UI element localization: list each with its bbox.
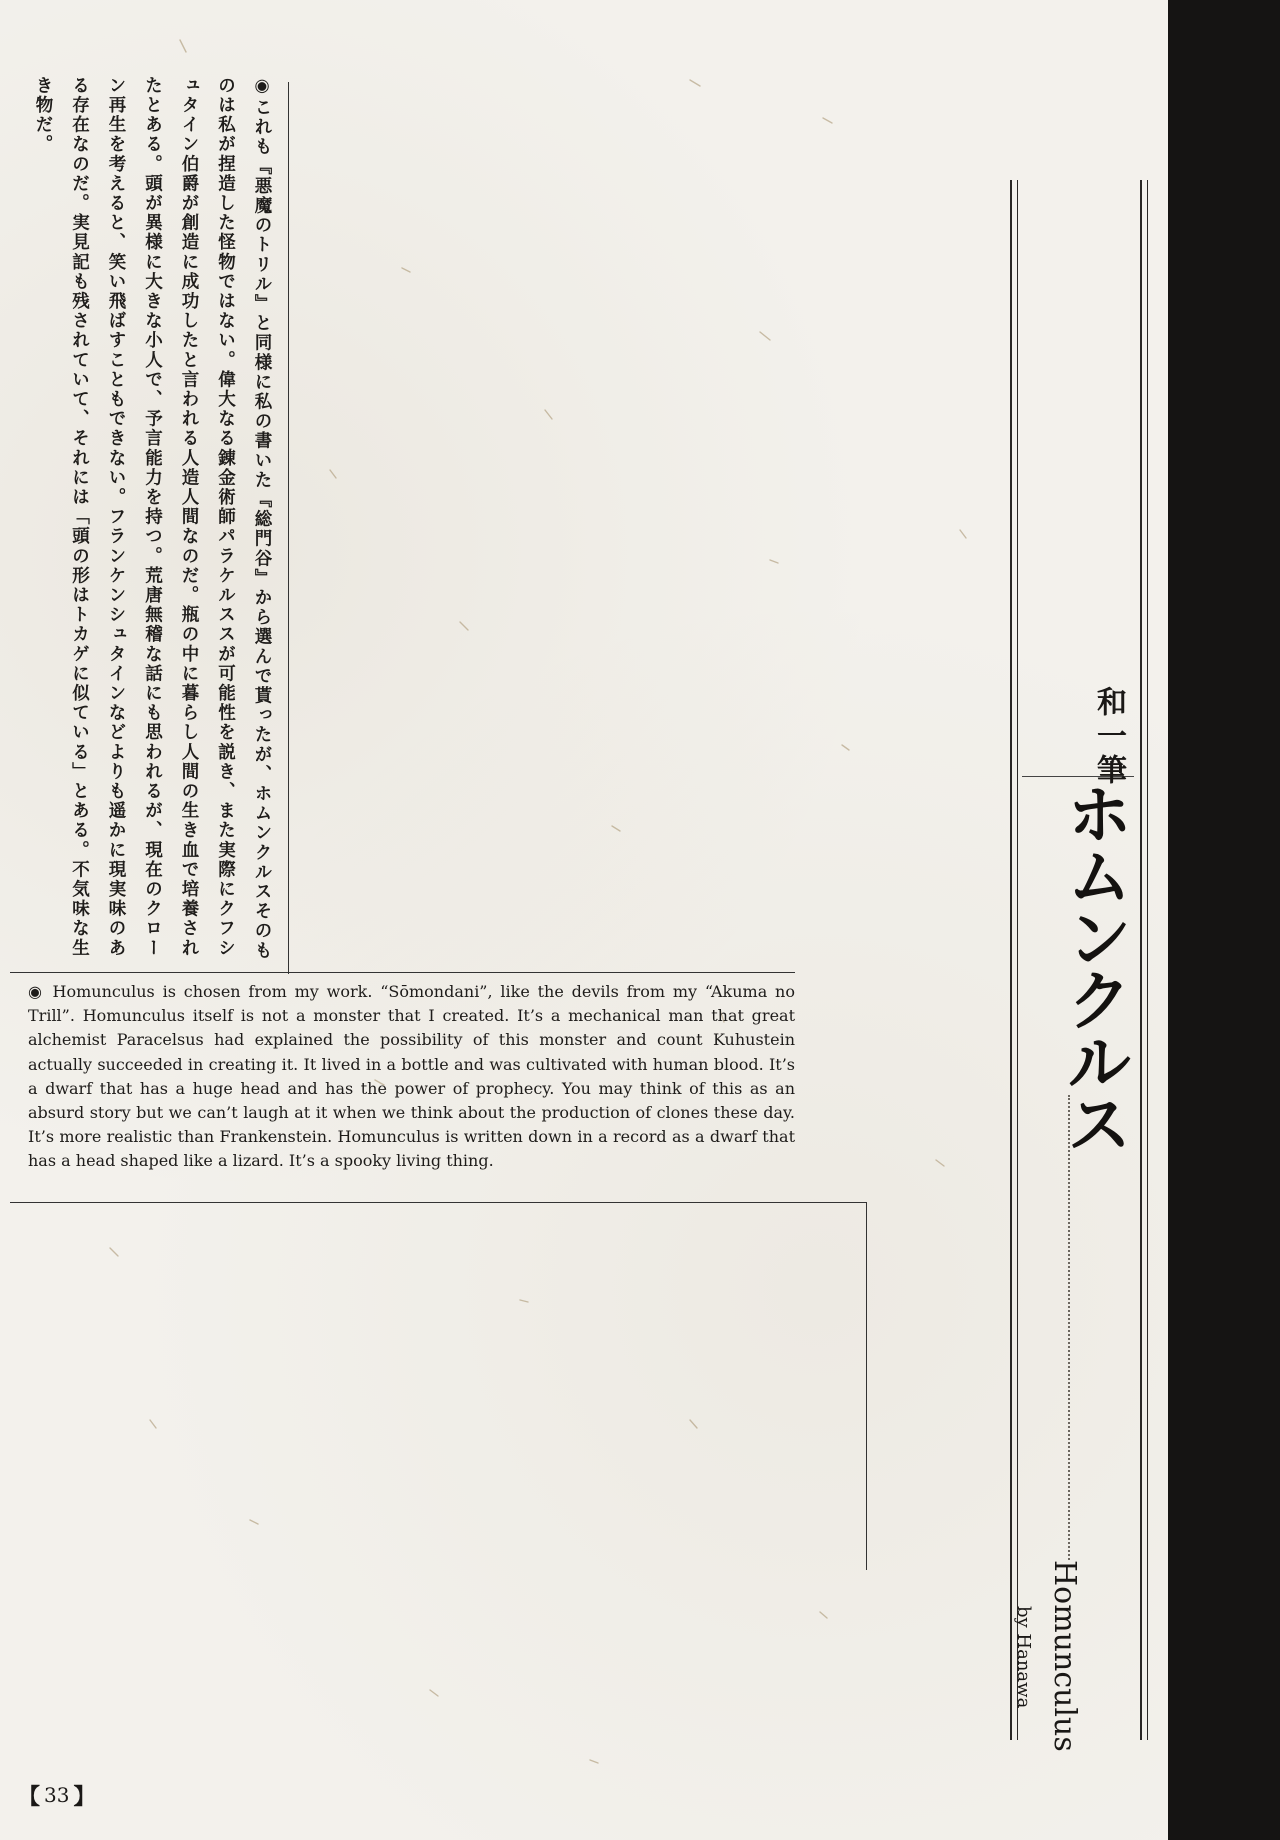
commentary-english: ◉ Homunculus is chosen from my work. “Sōmondani”, like the devils from my “Akuma no Trill”. Homunculus itself is not a monster that I created. It’s a mechanical man that great alchemist Paracelsus had explained the possibility of this monster and count Kuhustein actually succeeded in creating it. It lived in a bottle and was cultivated with human blood. It’s a dwarf that has a huge head and has the power of prophecy. You may think of this as an absurd story but we can’t laugh at it when we think about the production of clones these day. It’s more realistic than Frankenstein. Homunculus is written down in a record as a dwarf that has a head shaped like a lizard. It’s a spooky living thing. xyxy=(28,982,795,1171)
english-side-rule xyxy=(866,1202,867,1570)
commentary-japanese: ◉これも『悪魔のトリル』と同様に私の書いた『総門谷』から選んで貰ったが、ホムンクルスそのものは私が捏造した怪物ではない。偉大なる錬金術師パラケルススが可能性を説き、また実際にクフシュタイン伯爵が創造に成功したと言われる人造人間なのだ。瓶の中に暮らし人間の生き血で培養されたとある。頭が異様に大きな小人で、予言能力を持つ。荒唐無稽な話にも思われるが、現在のクローン再生を考えると、笑い飛ばすこともできない。フランケンシュタインなどよりも遥かに現実味のある存在なのだ。実見記も残されていて、それには「頭の形はトカゲに似ている」とある。不気味な生き物だ。 xyxy=(33,76,272,961)
category-label: 和一筆 xyxy=(1091,686,1126,788)
byline: by Hanawa xyxy=(1013,1606,1034,1709)
binding-edge xyxy=(1168,0,1280,1840)
title-dotted-leader xyxy=(1068,1095,1070,1560)
title-rule-left xyxy=(1010,180,1012,1740)
page-number xyxy=(18,1780,95,1810)
title-english: Homunculus xyxy=(1047,1560,1082,1752)
page-number-value: 33 xyxy=(44,1783,70,1807)
page-bracket-left: 【 xyxy=(18,1783,41,1810)
title-japanese: ホムンクルス xyxy=(1055,780,1133,1152)
english-top-rule xyxy=(10,972,795,973)
title-rule-right-thin xyxy=(1147,180,1148,1740)
page-bracket-right: 】 xyxy=(73,1783,96,1810)
commentary-frame-line xyxy=(288,82,289,974)
english-bottom-rule xyxy=(10,1202,867,1203)
title-rule-left-thin xyxy=(1017,180,1018,1740)
